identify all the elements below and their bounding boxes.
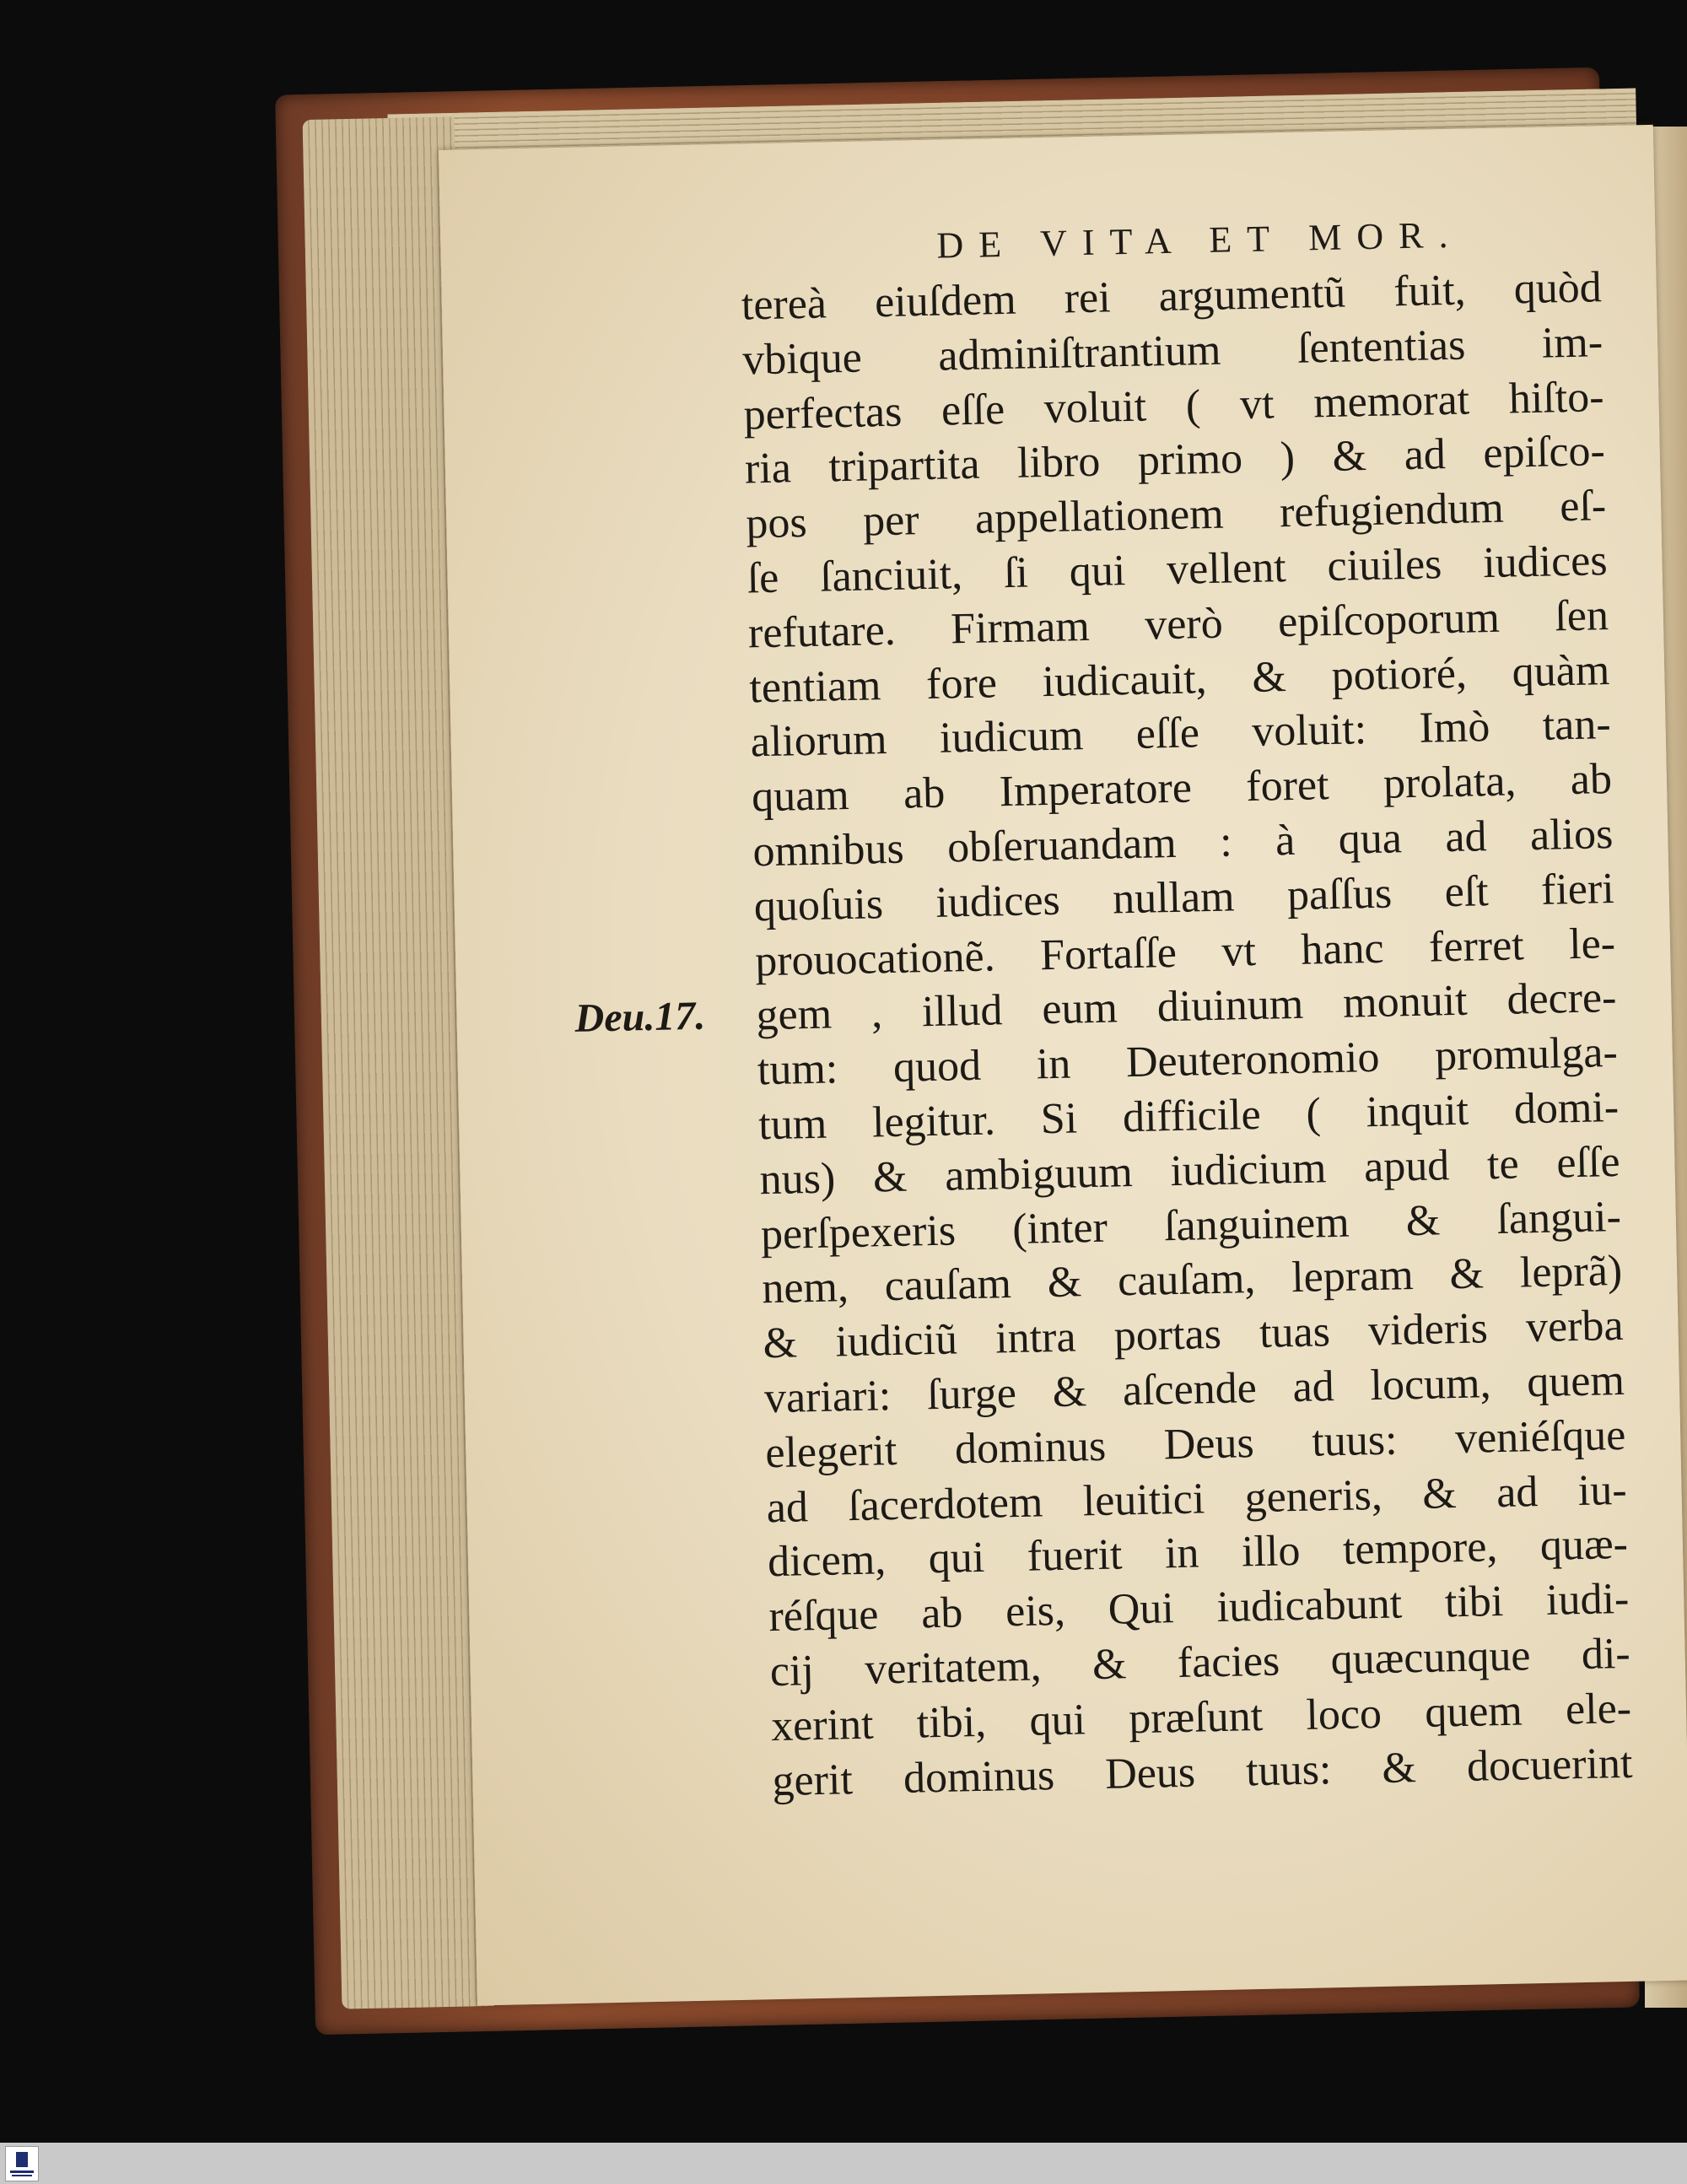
text-line: tum: quod in Deuteronomio promulga- xyxy=(757,1028,1619,1095)
text-line: vbique adminiſtrantium ſententias im- xyxy=(741,317,1603,385)
text-line: prouocationẽ. Fortaſſe vt hanc ferret le- xyxy=(754,919,1616,985)
logo-underline-small xyxy=(12,2175,32,2176)
text-line: nus) & ambiguum iudicium apud te eſſe xyxy=(759,1137,1621,1205)
page-body-text xyxy=(741,261,1633,1809)
text-line: réſque ab eis, Qui iudicabunt tibi iudi- xyxy=(768,1574,1630,1642)
viewer-footer-bar xyxy=(0,2143,1687,2184)
text-line: quam ab Imperatore foret prolata, ab xyxy=(751,755,1613,822)
text-line: tentiam fore iudicauit, & potioré, quàm xyxy=(748,645,1610,712)
text-line: omnibus obſeruandam : à qua ad alios xyxy=(752,809,1614,876)
logo-mark xyxy=(16,2152,28,2167)
text-line: nem, cauſam & cauſam, lepram & leprã) xyxy=(761,1247,1623,1313)
text-line: & iudiciũ intra portas tuas videris verba xyxy=(763,1302,1625,1368)
text-line: cij veritatem, & facies quæcunque di- xyxy=(769,1629,1631,1696)
margin-note: Deu.17. xyxy=(574,993,706,1041)
text-line: xerint tibi, qui præſunt loco quem ele- xyxy=(770,1684,1632,1750)
book-page xyxy=(439,125,1687,2006)
text-line: gem , illud eum diuinum monuit decre- xyxy=(755,973,1617,1040)
text-line: ſe ſanciuit, ſi qui vellent ciuiles iudices xyxy=(746,537,1609,603)
text-line: gerit dominus Deus tuus: & docuerint xyxy=(771,1739,1633,1805)
text-line: tereà eiuſdem rei argumentũ fuit, quòd xyxy=(741,263,1603,330)
text-line: quoſuis iudices nullam paſſus eſt fieri xyxy=(753,864,1615,931)
text-line: ria tripartita libro primo ) & ad epiſco- xyxy=(744,427,1606,493)
text-line: elegerit dominus Deus tuus: veniéſque xyxy=(764,1410,1626,1477)
text-line: refutare. Firmam verò epiſcoporum ſen xyxy=(747,590,1609,658)
text-line: pos per appellationem refugiendum eſ- xyxy=(745,482,1607,548)
text-line: ad ſacerdotem leuitici generis, & ad iu- xyxy=(766,1465,1628,1532)
text-line: perſpexeris (inter ſanguinem & ſangui- xyxy=(760,1192,1622,1259)
text-line: dicem, qui fuerit in illo tempore, quæ- xyxy=(767,1520,1629,1587)
library-logo-icon[interactable] xyxy=(5,2146,39,2181)
logo-underline xyxy=(10,2171,34,2173)
text-line: variari: ſurge & aſcende ad locum, quem xyxy=(763,1356,1625,1423)
text-line: aliorum iudicum eſſe voluit: Imò tan- xyxy=(750,700,1612,767)
text-line: perfectas eſſe voluit ( vt memorat hiſto- xyxy=(743,372,1605,439)
text-line: tum legitur. Si difficile ( inquit domi- xyxy=(757,1082,1620,1150)
running-head: DE VITA ET MOR. xyxy=(935,213,1463,267)
